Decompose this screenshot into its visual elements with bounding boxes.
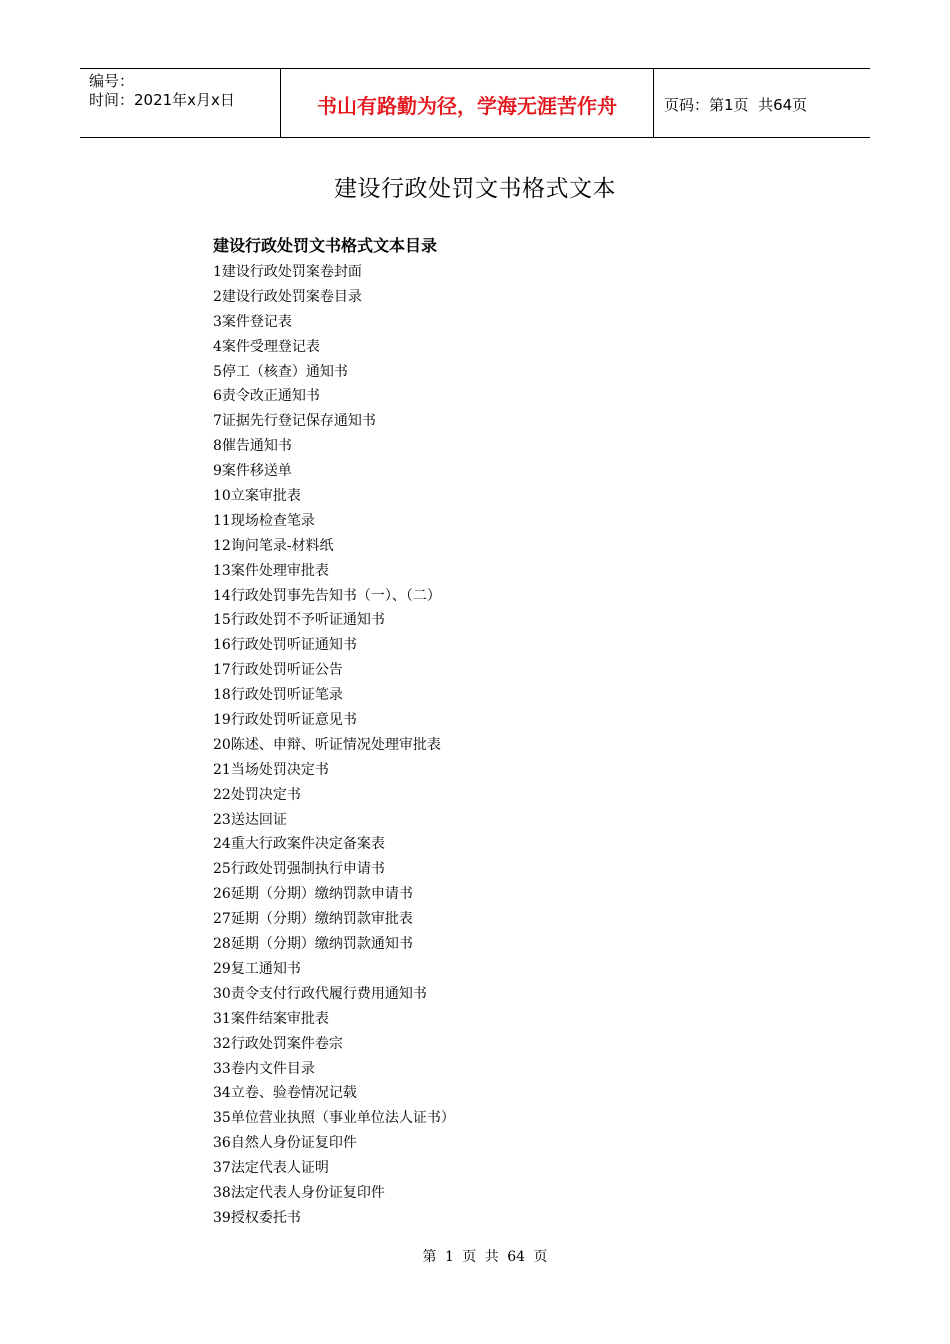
header-page-info: 页码：第1页 共64页 [664,95,808,114]
toc-item: 12询问笔录-材料纸 [213,537,334,554]
number-label: 编号： [89,72,135,90]
toc-item: 4案件受理登记表 [213,338,320,355]
toc-item: 10立案审批表 [213,488,301,505]
toc-item: 18行政处罚听证笔录 [213,687,343,704]
toc-item: 6责令改正通知书 [213,388,320,405]
toc-item: 39授权委托书 [213,1209,301,1226]
toc-item: 22处罚决定书 [213,786,301,803]
toc-item: 3案件登记表 [213,313,292,330]
toc-item: 38法定代表人身份证复印件 [213,1184,385,1201]
toc-item: 19行政处罚听证意见书 [213,712,357,729]
page-footer: 第 1 页 共 64 页 [422,1249,548,1265]
toc-item: 26延期（分期）缴纳罚款申请书 [213,886,413,903]
toc-item: 7证据先行登记保存通知书 [213,413,376,430]
toc-item: 34立卷、验卷情况记载 [213,1085,357,1102]
toc-item: 37法定代表人证明 [213,1160,329,1177]
page-header [80,68,870,138]
header-meta-cell [80,69,281,137]
toc-item: 16行政处罚听证通知书 [213,637,357,654]
toc-item: 23送达回证 [213,811,287,828]
toc-item: 8催告通知书 [213,438,292,455]
toc-item: 17行政处罚听证公告 [213,662,343,679]
toc-item: 31案件结案审批表 [213,1010,329,1027]
toc-item: 21当场处罚决定书 [213,761,329,778]
toc-item: 30责令支付行政代履行费用通知书 [213,985,427,1002]
header-motto-cell [281,69,654,137]
toc-item: 35单位营业执照（事业单位法人证书） [213,1110,455,1127]
toc-item: 5停工（核查）通知书 [213,363,348,380]
toc-item: 32行政处罚案件卷宗 [213,1035,343,1052]
toc-item: 9案件移送单 [213,463,292,480]
toc-list [213,260,455,1231]
toc-item: 25行政处罚强制执行申请书 [213,861,385,878]
toc-heading: 建设行政处罚文书格式文本目录 [213,236,438,255]
toc-item: 1建设行政处罚案卷封面 [213,264,362,280]
toc-item: 36自然人身份证复印件 [213,1135,357,1152]
toc-item: 11现场检查笔录 [213,512,315,529]
toc-item: 14行政处罚事先告知书（一）、（二） [213,587,441,604]
toc-item: 29复工通知书 [213,960,301,977]
toc-item: 27延期（分期）缴纳罚款审批表 [213,911,413,928]
toc-item: 13案件处理审批表 [213,562,329,579]
header-page-cell [654,69,870,137]
document-title: 建设行政处罚文书格式文本 [334,176,616,202]
toc-item: 24重大行政案件决定备案表 [213,836,385,853]
date-label: 时间：2021年x月x日 [89,91,235,109]
toc-item: 20陈述、申辩、听证情况处理审批表 [213,736,441,753]
table-of-contents [213,236,455,1231]
toc-item: 2建设行政处罚案卷目录 [213,288,362,305]
toc-item: 15行政处罚不予听证通知书 [213,612,385,629]
toc-item: 33卷内文件目录 [213,1060,315,1077]
toc-item: 28延期（分期）缴纳罚款通知书 [213,936,413,953]
motto-text: 书山有路勤为径，学海无涯苦作舟 [317,93,617,118]
